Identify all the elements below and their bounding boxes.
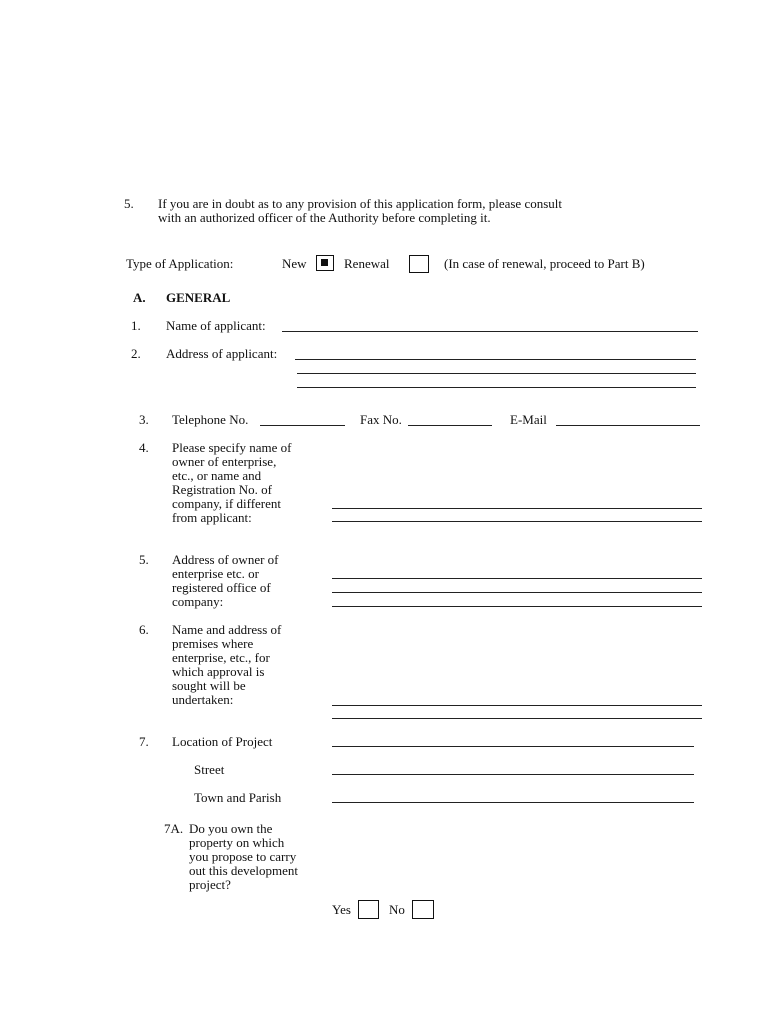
q5-label: [172, 553, 279, 609]
q6-label-line: enterprise, etc., for: [172, 650, 270, 665]
location-of-project-field[interactable]: [332, 746, 694, 747]
town-and-parish-label: Town and Parish: [194, 790, 282, 805]
owner-address-field-1[interactable]: [332, 578, 702, 579]
new-checkbox[interactable]: [316, 255, 334, 271]
q2-number: 2.: [131, 346, 141, 361]
q7a-label-line: you propose to carry: [189, 849, 297, 864]
q7a-number: 7A.: [164, 821, 184, 836]
q7a-label-line: out this development: [189, 863, 299, 878]
name-of-applicant-field[interactable]: [282, 331, 698, 332]
location-of-project-label: Location of Project: [172, 734, 273, 749]
q3-number: 3.: [139, 412, 149, 427]
renewal-checkbox[interactable]: [409, 255, 429, 273]
q4-label: [172, 441, 291, 525]
q4-label-line: owner of enterprise,: [172, 454, 277, 469]
town-and-parish-field[interactable]: [332, 802, 694, 803]
q6-label: [172, 623, 281, 707]
q7a-label-line: property on which: [189, 835, 285, 850]
address-of-applicant-field-1[interactable]: [295, 359, 696, 360]
q6-label-line: premises where: [172, 636, 254, 651]
yes-checkbox[interactable]: [358, 900, 379, 919]
q7a-label-line: Do you own the: [189, 821, 273, 836]
q5-number: 5.: [139, 552, 149, 567]
q6-number: 6.: [139, 622, 149, 637]
renewal-note: (In case of renewal, proceed to Part B): [444, 256, 645, 271]
email-label: E-Mail: [510, 412, 547, 427]
name-of-applicant-label: Name of applicant:: [166, 318, 266, 333]
yes-label: Yes: [332, 902, 351, 917]
premises-field-2[interactable]: [332, 718, 702, 719]
q5-label-line: registered office of: [172, 580, 271, 595]
q7a-label-line: project?: [189, 877, 231, 892]
q4-label-line: from applicant:: [172, 510, 252, 525]
q6-label-line: undertaken:: [172, 692, 234, 707]
q1-number: 1.: [131, 318, 141, 333]
address-of-applicant-field-2[interactable]: [297, 373, 696, 374]
owner-address-field-3[interactable]: [332, 606, 702, 607]
q5-label-line: Address of owner of: [172, 552, 279, 567]
enterprise-owner-field-1[interactable]: [332, 508, 702, 509]
enterprise-owner-field-2[interactable]: [332, 521, 702, 522]
q7a-label: [189, 822, 298, 892]
q4-label-line: company, if different: [172, 496, 282, 511]
no-label: No: [389, 902, 405, 917]
q6-label-line: which approval is: [172, 664, 265, 679]
intro-line-2: with an authorized officer of the Authority before completing it.: [158, 210, 491, 225]
telephone-field[interactable]: [260, 425, 345, 426]
street-label: Street: [194, 762, 225, 777]
q5-label-line: enterprise etc. or: [172, 566, 259, 581]
q7-number: 7.: [139, 734, 149, 749]
q4-number: 4.: [139, 440, 149, 455]
premises-field-1[interactable]: [332, 705, 702, 706]
address-of-applicant-field-3[interactable]: [297, 387, 696, 388]
renewal-label: Renewal: [344, 256, 390, 271]
owner-address-field-2[interactable]: [332, 592, 702, 593]
street-field[interactable]: [332, 774, 694, 775]
q5-label-line: company:: [172, 594, 224, 609]
q6-label-line: Name and address of: [172, 622, 282, 637]
telephone-label: Telephone No.: [172, 412, 249, 427]
intro-line-1: If you are in doubt as to any provision of this application form, please consult: [158, 196, 562, 211]
email-field[interactable]: [556, 425, 700, 426]
type-of-application-label: Type of Application:: [126, 256, 234, 271]
no-checkbox[interactable]: [412, 900, 434, 919]
address-of-applicant-label: Address of applicant:: [166, 346, 278, 361]
section-letter: A.: [133, 290, 146, 305]
q6-label-line: sought will be: [172, 678, 246, 693]
q4-label-line: Please specify name of: [172, 440, 292, 455]
section-title: GENERAL: [166, 290, 231, 305]
new-label: New: [282, 256, 307, 271]
q4-label-line: etc., or name and: [172, 468, 262, 483]
fax-label: Fax No.: [360, 412, 402, 427]
intro-number: 5.: [124, 196, 134, 211]
q4-label-line: Registration No. of: [172, 482, 273, 497]
fax-field[interactable]: [408, 425, 492, 426]
